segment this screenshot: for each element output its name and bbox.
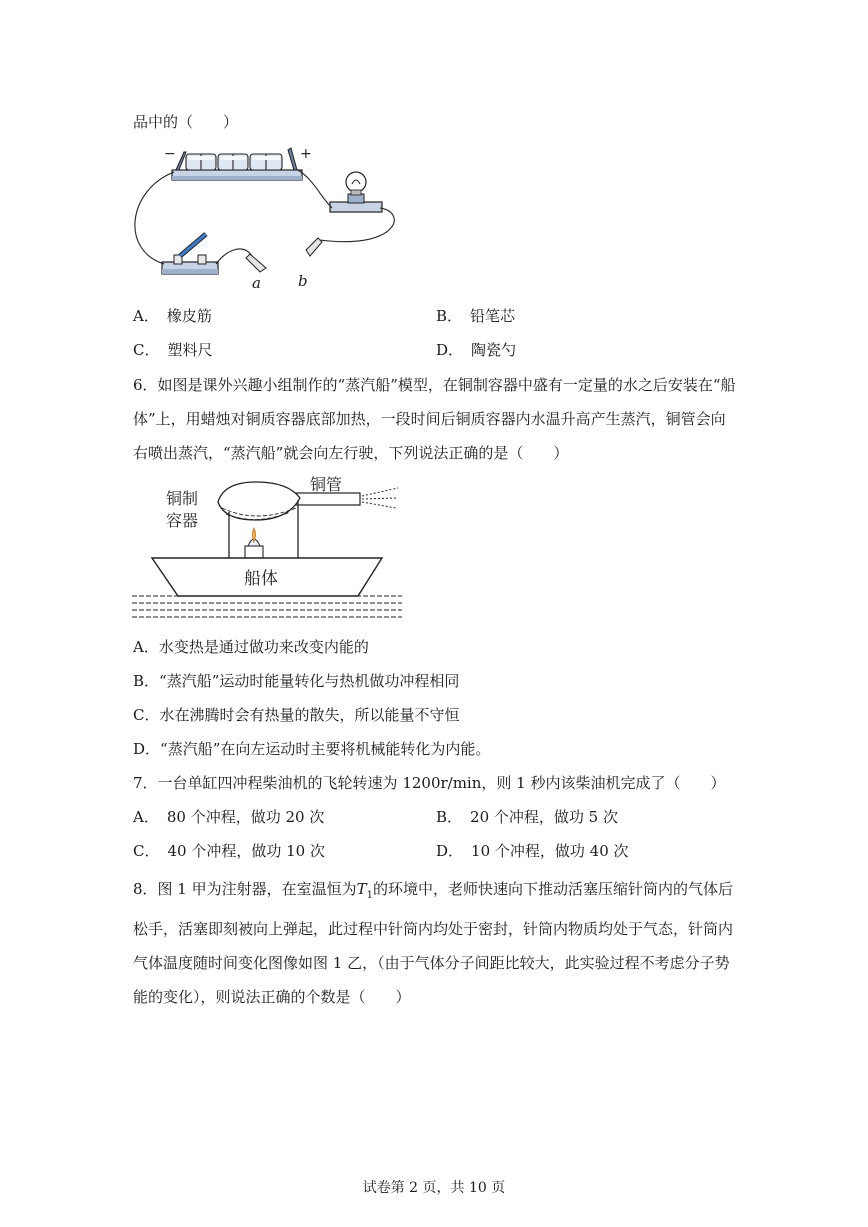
battery-negative-label: − [164,146,176,162]
q8-line-4: 能的变化），则说法正确的个数是（ ） [133,988,411,1006]
q6-option-a: A．水变热是通过做功来改变内能的 [133,638,369,656]
q5-stem-end: 品中的（ ） [133,113,239,131]
q6-stem-line-1: 6．如图是课外兴趣小组制作的“蒸汽船”模型，在铜制容器中盛有一定量的水之后安装在“船 [133,376,736,394]
q7-option-b: B． 20 个冲程，做功 5 次 [436,808,618,826]
steam-boat-figure [132,472,402,620]
label-container-2: 容器 [166,511,199,530]
clip-b-label: b [298,272,308,290]
q5-option-b: B． 铅笔芯 [436,307,516,325]
label-container-1: 铜制 [166,489,199,508]
q6-option-c: C．水在沸腾时会有热量的散失，所以能量不守恒 [133,706,460,724]
q8-line-3: 气体温度随时间变化图像如图 1 乙，（由于气体分子间距比较大，此实验过程不考虑分子势 [133,954,730,972]
q5-option-a: A． 橡皮筋 [133,307,212,325]
label-hull: 船体 [244,569,278,589]
label-pipe: 铜管 [310,475,343,494]
q6-stem-line-3: 右喷出蒸汽，“蒸汽船”就会向左行驶，下列说法正确的是（ ） [133,444,569,462]
q7-option-a: A． 80 个冲程，做功 20 次 [133,808,325,826]
q6-option-b: B．“蒸汽船”运动时能量转化与热机做功冲程相同 [133,672,460,690]
circuit-figure [128,140,408,292]
q7-option-c: C． 40 个冲程，做功 10 次 [133,842,325,860]
q5-option-d: D． 陶瓷勺 [436,341,517,359]
q6-stem-line-2: 体”上，用蜡烛对铜质容器底部加热，一段时间后铜质容器内水温升高产生蒸汽，铜管会向 [133,410,726,428]
page-footer: 试卷第 2 页，共 10 页 [362,1180,506,1196]
q7-stem: 7．一台单缸四冲程柴油机的飞轮转速为 1200r/min，则 1 秒内该柴油机完成了（ ） [133,774,726,792]
clip-a-label: a [252,274,261,292]
q5-option-c: C． 塑料尺 [133,341,213,359]
q7-option-d: D． 10 个冲程，做功 40 次 [436,842,629,860]
q8-line-1: 8．图 1 甲为注射器，在室温恒为$T_1$的环境中，老师快速向下推动活塞压缩针筒内的气体后 [133,880,734,901]
q6-option-d: D．“蒸汽船”在向左运动时主要将机械能转化为内能。 [133,740,491,758]
battery-positive-label: + [300,146,312,162]
q8-temperature-symbol: $T_1$ [356,880,374,901]
q8-line-2: 松手，活塞即刻被向上弹起，此过程中针筒内均处于密封，针筒内物质均处于气态，针筒内 [133,920,734,938]
